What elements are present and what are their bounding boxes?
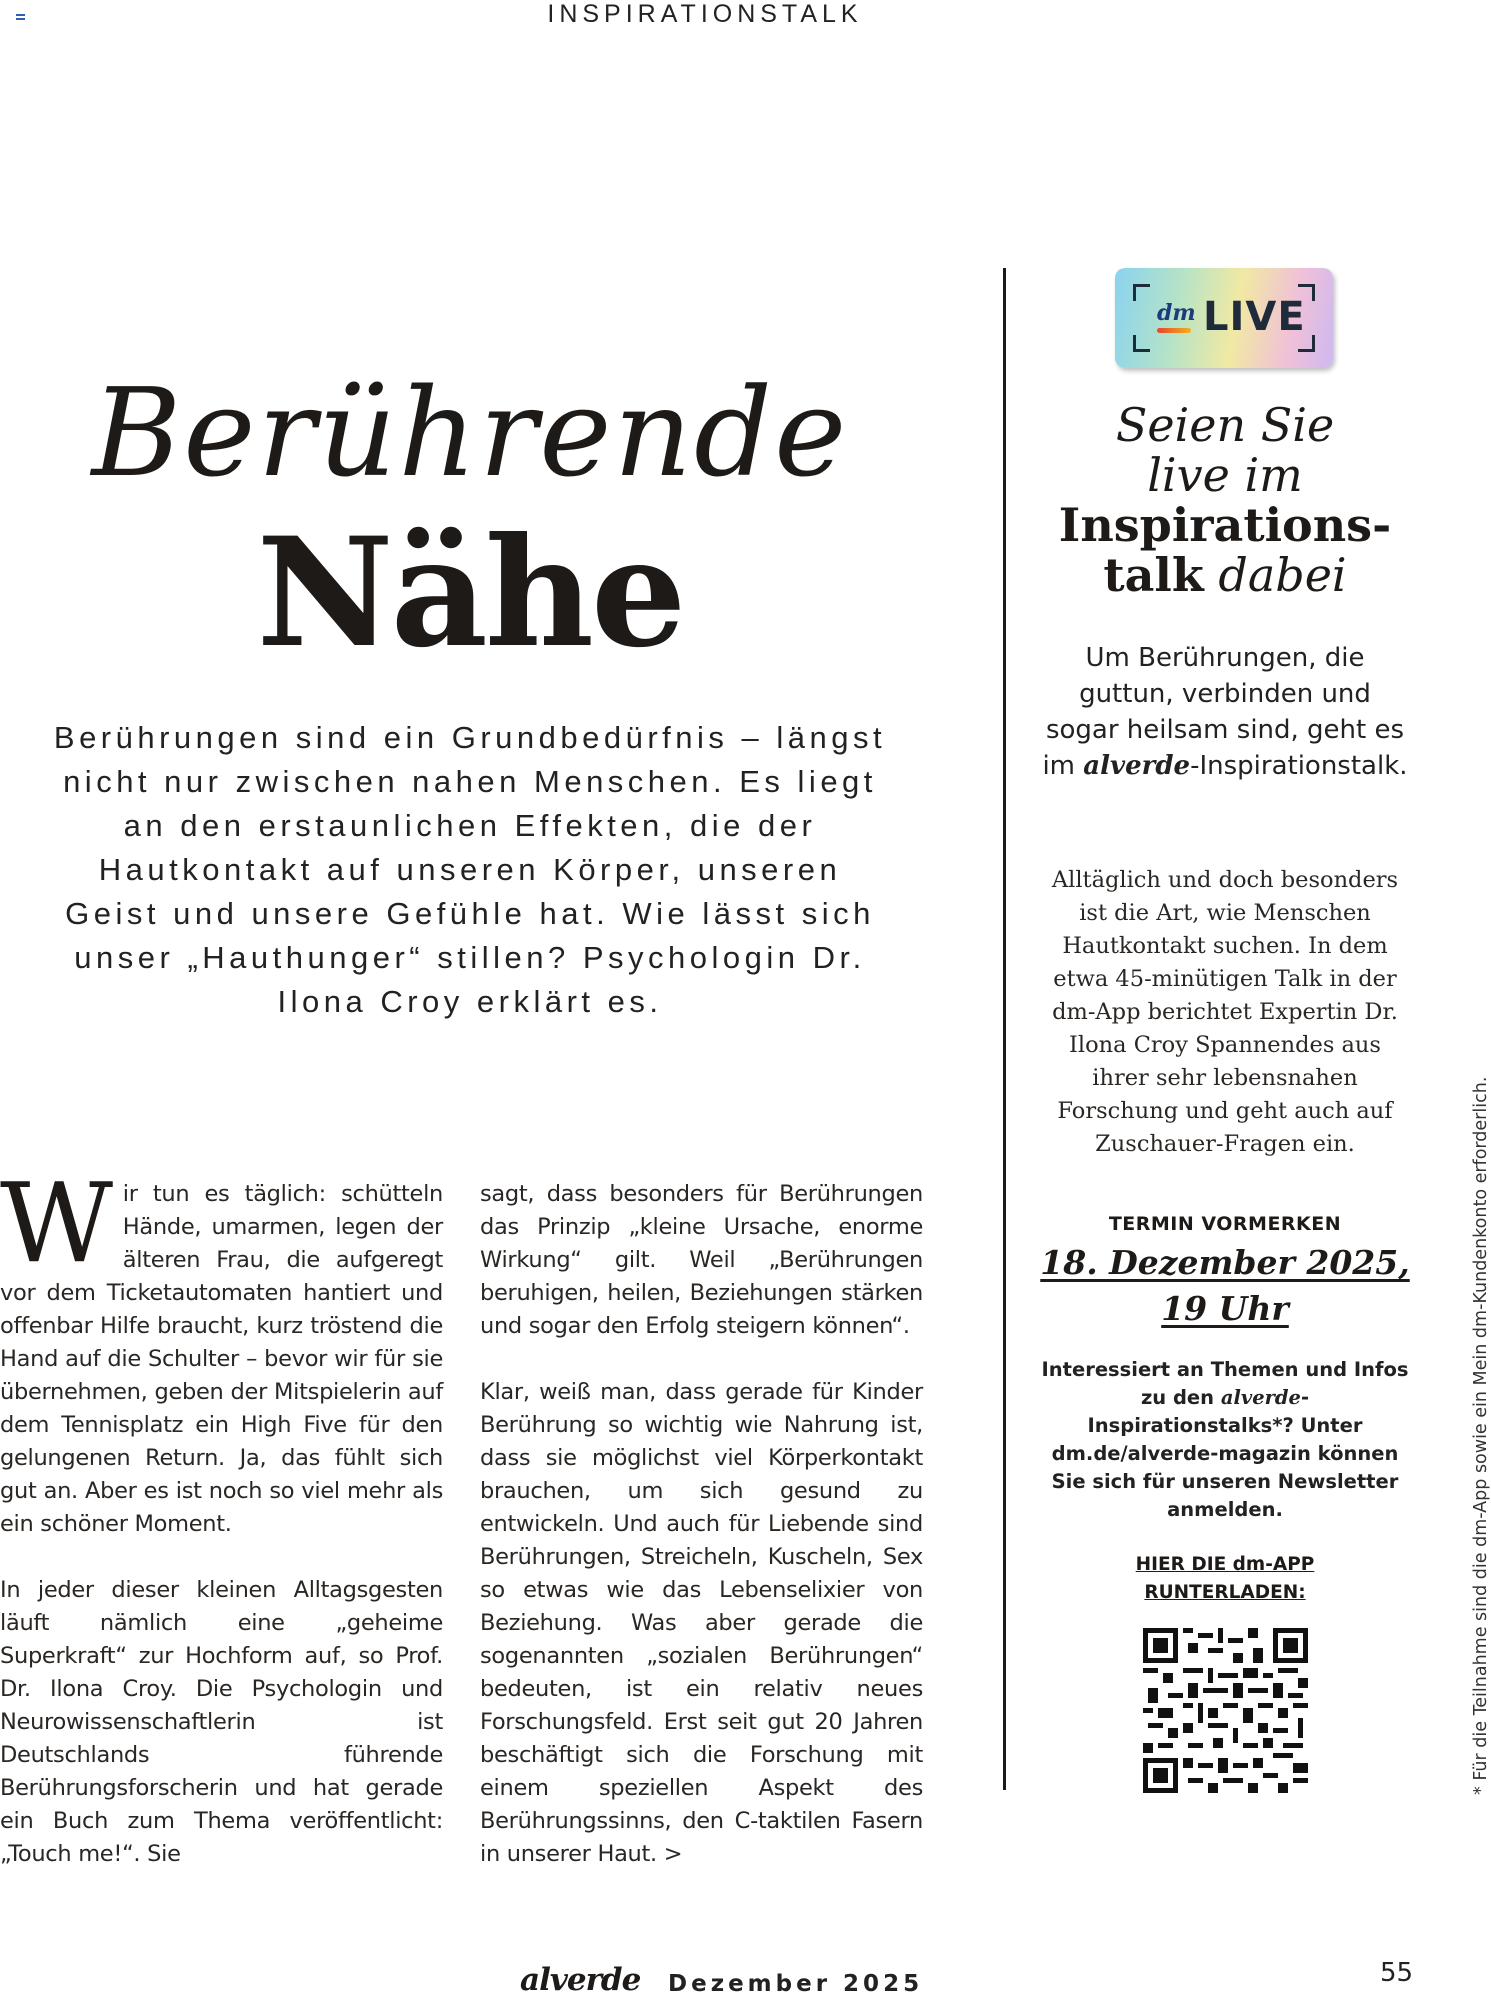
app-download-link[interactable] [1040,1551,1410,1607]
sidebar-headline-line: Seien Sie [1115,398,1335,452]
page-number: 55 [1380,1958,1414,1988]
dm-logo: dm [1157,300,1196,326]
qr-code-icon[interactable] [1143,1628,1308,1793]
sidebar-body: Alltäglich und doch besonders ist die Art, wie Menschen Hautkontakt suchen. In dem etwa 45-minütigen Talk in der dm-App berichtet Expertin Dr. Ilona Croy Spannendes aus ihrer sehr lebensnahen Forschung und geht auch auf Zuschauer-Fragen ein. [1051,867,1399,1157]
article-text: ir tun es täglich: schütteln Hände, umarmen, legen der älteren Frau, die aufgeregt vor dem Ticketautomaten hantiert und offenbar Hilfe braucht, kurz tröstend die Hand auf die Schulter – bevor wir für sie übernehmen, geben der Mitspielerin auf dem Tennisplatz ein High Five für den gelungenen Return. Ja, das fühlt sich gut an. Aber es ist noch so viel mehr als ein schöner Moment. [0,1181,443,1537]
alverde-inline-brand: alverde [1083,751,1191,781]
frame-corner-icon [1133,335,1150,352]
column-divider [1003,268,1006,1790]
sidebar-headline-line: live im [1147,448,1303,502]
sidebar-intro-text: -Inspirationstalk. [1190,751,1408,781]
sidebar-headline-line: Inspirations- [1058,498,1392,552]
live-label: LIVE [1203,294,1306,340]
dropcap: W [0,1159,113,1287]
vertical-footnote: * Für die Teilnahme sind die dm-App sowie ein Mein dm-Kundenkonto erforderlich. [1471,1076,1491,1795]
dm-logo-swoosh [1157,328,1191,333]
footer-issue: Dezember 2025 [668,1971,924,1997]
article-paragraph: In jeder dieser kleinen Alltagsgesten läuft nämlich eine „geheime Superkraft“ zur Hochform auf, so Prof. Dr. Ilona Croy. Die Psychologin und Neurowissenschaftlerin ist Deutschlands führende Berührungsforscherin und hat gerade ein Buch zum Thema veröffentlicht: „Touch me!“. Sie [0,1577,443,1867]
article-column-2 [480,1178,923,1904]
newsletter-info-text: -Inspirationstalks*? Unter dm.de/alverde-magazin können Sie sich für unseren Newsletter anmelden. [1051,1386,1399,1521]
section-label: INSPIRATIONSTALK [547,0,863,28]
lead-paragraph: Berührungen sind ein Grundbedürfnis – längst nicht nur zwischen nahen Menschen. Es liegt an den erstaunlichen Effekten, die der Hautkontakt auf unseren Körper, unseren Geist und unsere Gefühle hat. Wie lässt sich unser „Hauthunger“ stillen? Psychologin Dr. Ilona Croy erklärt es. [53,720,887,1019]
footer-brand-logo: alverde [520,1962,641,1998]
frame-corner-icon [1133,284,1150,301]
article-paragraph: sagt, dass besonders für Berührungen das Prinzip „kleine Ursache, enorme Wirkung“ gilt. Weil „Berührungen beruhigen, heilen, Beziehungen stärken und sogar den Erfolg steigern können“. [480,1181,923,1339]
newsletter-info-text: Interessiert an Themen und Infos zu den [1041,1358,1409,1409]
termin-label: TERMIN VORMERKEN [1108,1213,1342,1235]
headline-line-2: Nähe [256,505,684,681]
sidebar-headline-word: dabei [1218,548,1347,602]
dm-live-badge [1115,268,1333,368]
alverde-inline-brand: alverde [1220,1386,1301,1409]
app-download-line: RUNTERLADEN: [1144,1582,1306,1603]
app-download-line: HIER DIE dm-APP [1135,1554,1315,1575]
sidebar-intro [1040,640,1410,784]
headline-line-1: Berührende [91,362,849,504]
termin-time-line: 19 Uhr [1161,1289,1289,1328]
sidebar-headline-line [1040,550,1410,600]
article-column-1 [0,1159,443,1904]
termin-date-line: 18. Dezember 2025, [1040,1243,1410,1282]
article-paragraph: Klar, weiß man, dass gerade für Kinder Berührung so wichtig wie Nahrung ist, dass sie möglichst viel Körperkontakt brauchen, um sich gesund zu entwickeln. Und auch für Liebende sind Berührungen, Streicheln, Kuscheln, Sex so etwas wie das Lebenselixier von Beziehung. Was aber gerade die sogenannten „sozialen Berührungen“ bedeuten, ist ein relativ neues Forschungsfeld. Erst seit gut 20 Jahren beschäftigt sich die Forschung mit einem speziellen Aspekt des Berührungssinns, den C-taktilen Fasern in unserer Haut. > [480,1379,923,1867]
sidebar-headline-word: talk [1103,548,1204,602]
newsletter-info [1040,1356,1410,1524]
termin-date [1030,1240,1420,1332]
sidebar-intro-text: Um Berührungen, die guttun, verbinden und sogar heilsam sind, geht es im [1042,643,1405,781]
article-paragraph [0,1159,443,1541]
sidebar-headline [1040,400,1410,600]
